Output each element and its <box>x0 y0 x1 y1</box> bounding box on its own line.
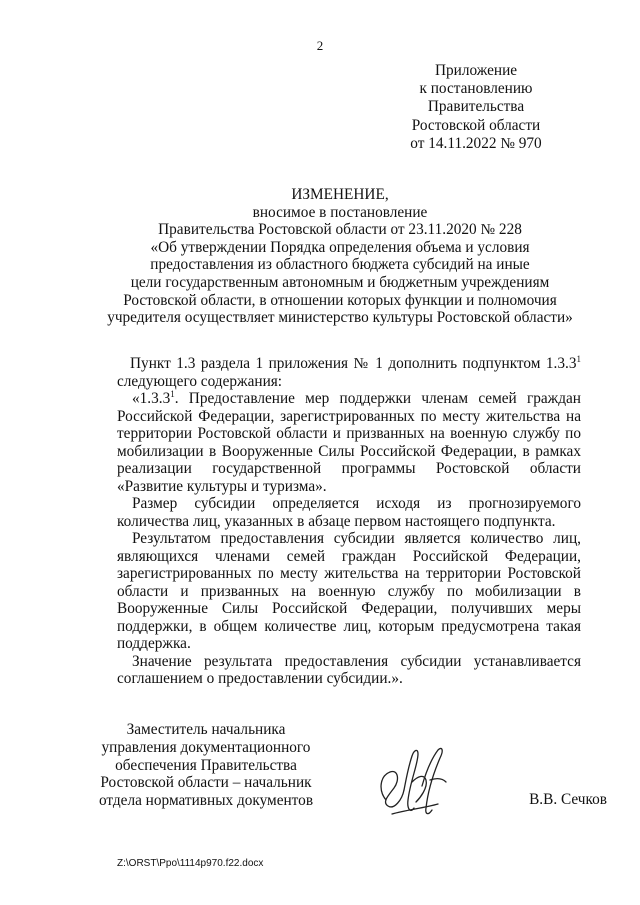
body-paragraph-5: Значение результата предоставления субсидии устанавливается соглашением о предоставлении субсидии.». <box>117 652 581 687</box>
p1-main-text: Пункт 1.3 раздела 1 приложения № 1 дополнить подпунктом 1.3.3 <box>130 355 577 372</box>
appendix-block <box>366 62 586 153</box>
signer-title-line: Заместитель начальника <box>126 721 286 738</box>
body-paragraph-4: Результатом предоставления субсидии является количество лиц, являющихся членами семей граждан Российской Федерации, зарегистрированных по месту жительства на территории Ростовской области и призванных на военную службу по мобилизации в Вооруженные Силы Российской Федерации, получивших меры поддержки, в общем количестве лиц, которым предусмотрена такая поддержка. <box>117 530 581 652</box>
signer-name: В.В. Сечков <box>529 791 607 808</box>
signer-title-line: обеспечения Правительства <box>115 756 297 774</box>
appendix-line: от 14.11.2022 № 970 <box>410 134 542 152</box>
body-paragraph-1 <box>117 355 581 390</box>
signer-title-line: отдела нормативных документов <box>98 792 314 810</box>
appendix-line: Ростовской области <box>411 116 541 134</box>
body-paragraph-2 <box>117 390 581 495</box>
handwritten-signature <box>372 742 452 820</box>
signer-title-line: Ростовской области – начальник <box>100 774 312 792</box>
p1-superscript: 1 <box>576 354 581 364</box>
signer-title-line: управления документационного <box>101 738 311 756</box>
title-line: предоставления из областного бюджета субсидий на иные <box>150 256 530 274</box>
title-line: «Об утверждении Порядка определения объема и условия <box>150 238 530 256</box>
page-number: 2 <box>316 38 324 53</box>
signer-title <box>84 721 328 810</box>
title-line: Правительства Ростовской области от 23.11.2020 № 228 <box>158 221 522 239</box>
p2-superscript: 1 <box>170 389 175 399</box>
title-line: учредителя осуществляет министерство культуры Ростовской области» <box>107 309 573 327</box>
title-line: вносимое в постановление <box>252 203 428 221</box>
p2-text: . Предоставление мер поддержки членам семей граждан Российской Федерации, зарегистрированных по месту жительства на территории Ростовской области и призванных на военную службу по мобилизации в Вооруженные Силы Российской Федерации, в рамках реализации государственной программы Ростовской области «Развитие культуры и туризма». <box>117 390 581 495</box>
appendix-line: к постановлению <box>419 80 533 98</box>
title-line: цели государственным автономным и бюджетным учреждениям <box>130 273 550 291</box>
body-paragraph-3: Размер субсидии определяется исходя из прогнозируемого количества лиц, указанных в абзаце первом настоящего подпункта. <box>117 495 581 530</box>
document-title <box>60 186 620 327</box>
document-body <box>117 355 581 688</box>
p1-tail-text: следующего содержания: <box>117 372 283 390</box>
title-line: Ростовской области, в отношении которых функции и полномочия <box>123 291 557 309</box>
file-path: Z:\ORST\Ppo\1114p970.f22.docx <box>117 858 264 869</box>
title-heading: ИЗМЕНЕНИЕ, <box>291 186 389 203</box>
p2-start-text: «1.3.3 <box>132 390 171 407</box>
appendix-line: Правительства <box>427 98 525 116</box>
appendix-line: Приложение <box>434 62 518 79</box>
